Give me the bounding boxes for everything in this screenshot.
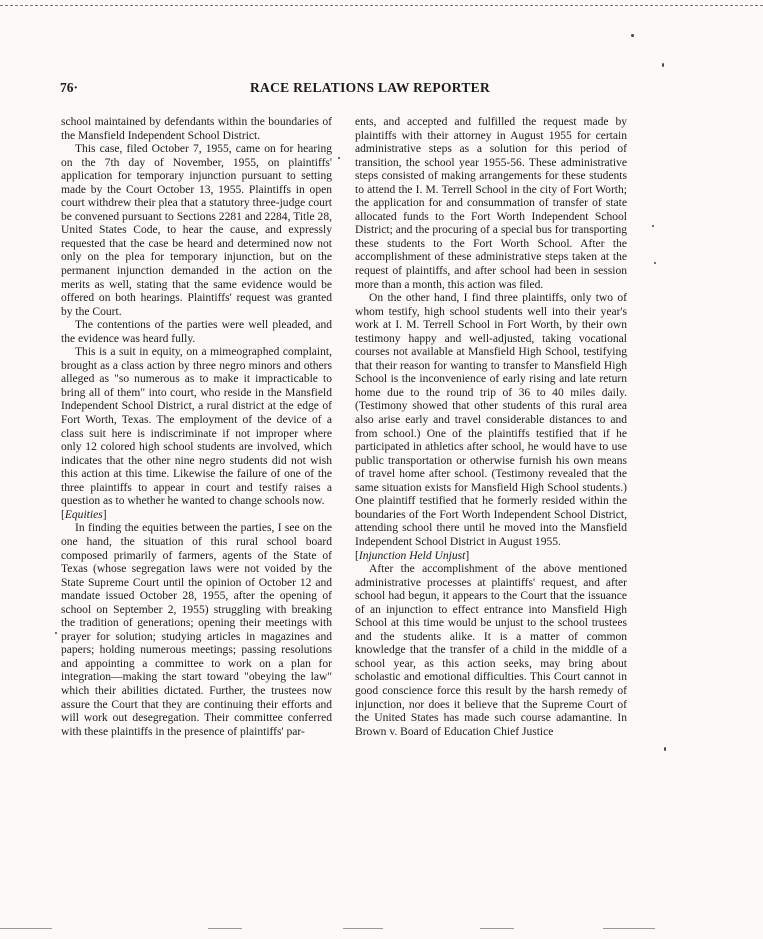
page-header [60, 80, 680, 102]
section-heading-injunction: [Injunction Held Unjust] [355, 549, 470, 562]
paragraph: On the other hand, I find three plaintiffs, only two of whom testify, high school students well into their year's work at I. M. Terrell School in Fort Worth, by their own testimony happy and well-adjusted, taking vocational courses not available at Mansfield High School, testifying that their reason for wanting to transfer to Mansfield High School is the inconvenience of early rising and late return home due to the round trip of 36 to 40 miles daily. (Testimony showed that other students of this rural area also arise early and travel considerable distances to and from school.) One of the plaintiffs testified that if he participated in athletics after school, he would have to use public transportation or otherwise furnish his own means of travel home after school. (Testimony revealed that the same situation exists for Mansfield High School students.) One plaintiff testified that he formerly resided within the boundaries of the Fort Worth Independent School District, attending school there until he moved into the Mansfield Independent School District in August 1955. [355, 292, 627, 548]
paragraph: ents, and accepted and fulfilled the request made by plaintiffs with their attorney in August 1955 for certain administrative steps as a solution for this period of transition, the school year 1955-56. These administrative steps consisted of making arrangements for these students to attend the I. M. Terrell School in the city of Fort Worth; the application for and consummation of transfer of state allocated funds to the Fort Worth Independent School District; and the procuring of a special bus for transporting these students to the Fort Worth School. After the accomplishment of these administrative steps taken at the request of plaintiffs, and after school had been in session more than a month, this action was filed. [355, 116, 627, 291]
paragraph: After the accomplishment of the above mentioned administrative processes at plaintiffs' request, and after school had begun, it appears to the Court that the issuance of an injunction to effect entrance into Mansfield High School at this time would be unjust to the school trustees and the students alike. It is a matter of common knowledge that the transfer of a child in the middle of a school year, as this action seeks, may bring about scholastic and emotional difficulties. This Court cannot in good conscience force this result by the harsh remedy of injunction, nor does it believe that the Supreme Court of the United States has made such course adamantine. In Brown v. Board of Education Chief Justice [355, 563, 627, 738]
paragraph: This case, filed October 7, 1955, came on for hearing on the 7th day of November, 1955, on plaintiffs' application for temporary injunction pursuant to setting made by the Court October 13, 1955. Plaintiffs in open court withdrew their plea that a statutory three-judge court be convened pursuant to Sections 2281 and 2284, Title 28, United States Code, to hear the cause, and expressly requested that the case be heard and determined now not only on the plea for temporary injunction, but on the permanent injunction demanded in the action on the merits as well, stating that the same evidence would be offered on both hearings. Plaintiffs' request was granted by the Court. [61, 143, 332, 318]
scan-speck [652, 225, 654, 227]
scan-speck [662, 63, 664, 67]
paragraph: This is a suit in equity, on a mimeographed complaint, brought as a class action by three negro minors and others alleged as "so numerous as to make it impracticable to bring all of them" into court, who reside in the Mansfield Independent School District, a rural district at the edge of Fort Worth, Texas. The employment of the device of a class suit here is indiscriminate if not improper where only 12 colored high school students are involved, which indicates that the other nine negro students did not wish this action at this time. Likewise the failure of one of the three plaintiffs to appear in court and testify raises a question as to whether he wanted to change schools now. [61, 346, 332, 508]
scan-speck [664, 747, 666, 751]
top-edge-rule [0, 5, 763, 6]
section-heading-text: Equities [64, 508, 103, 521]
scan-speck [338, 157, 340, 159]
bottom-edge-marks [0, 928, 763, 932]
section-heading-text: Injunction Held Unjust [358, 549, 466, 562]
right-column [355, 116, 627, 739]
section-heading-equities: [Equities] [61, 508, 107, 521]
scan-speck [55, 632, 57, 634]
paragraph: school maintained by defendants within the boundaries of the Mansfield Independent School District. [61, 116, 332, 142]
running-title: RACE RELATIONS LAW REPORTER [249, 80, 491, 95]
scan-speck [631, 34, 634, 37]
paragraph: In finding the equities between the parties, I see on the one hand, the situation of this rural school board composed primarily of farmers, agents of the State of Texas (whose segregation laws were not voided by the State Supreme Court until the opinion of October 12 and mandate issued October 28, 1955, after the opening of school on September 2, 1955) struggling with breaking the tradition of generations; opening their meetings with prayer for solution; studying articles in magazines and papers; holding numerous meetings; passing resolutions and appointing a committee to work on a plan for integration—making the start toward "obeying the law" which their abilities dictated. Further, the trustees now assure the Court that they are continuing their efforts and will work out desegregation. Their committee conferred with these plaintiffs in the presence of plaintiffs' par- [61, 522, 332, 738]
scan-speck [654, 262, 656, 264]
page-number: 76· [60, 80, 79, 95]
paragraph: The contentions of the parties were well pleaded, and the evidence was heard fully. [61, 319, 332, 345]
left-column [61, 116, 332, 739]
